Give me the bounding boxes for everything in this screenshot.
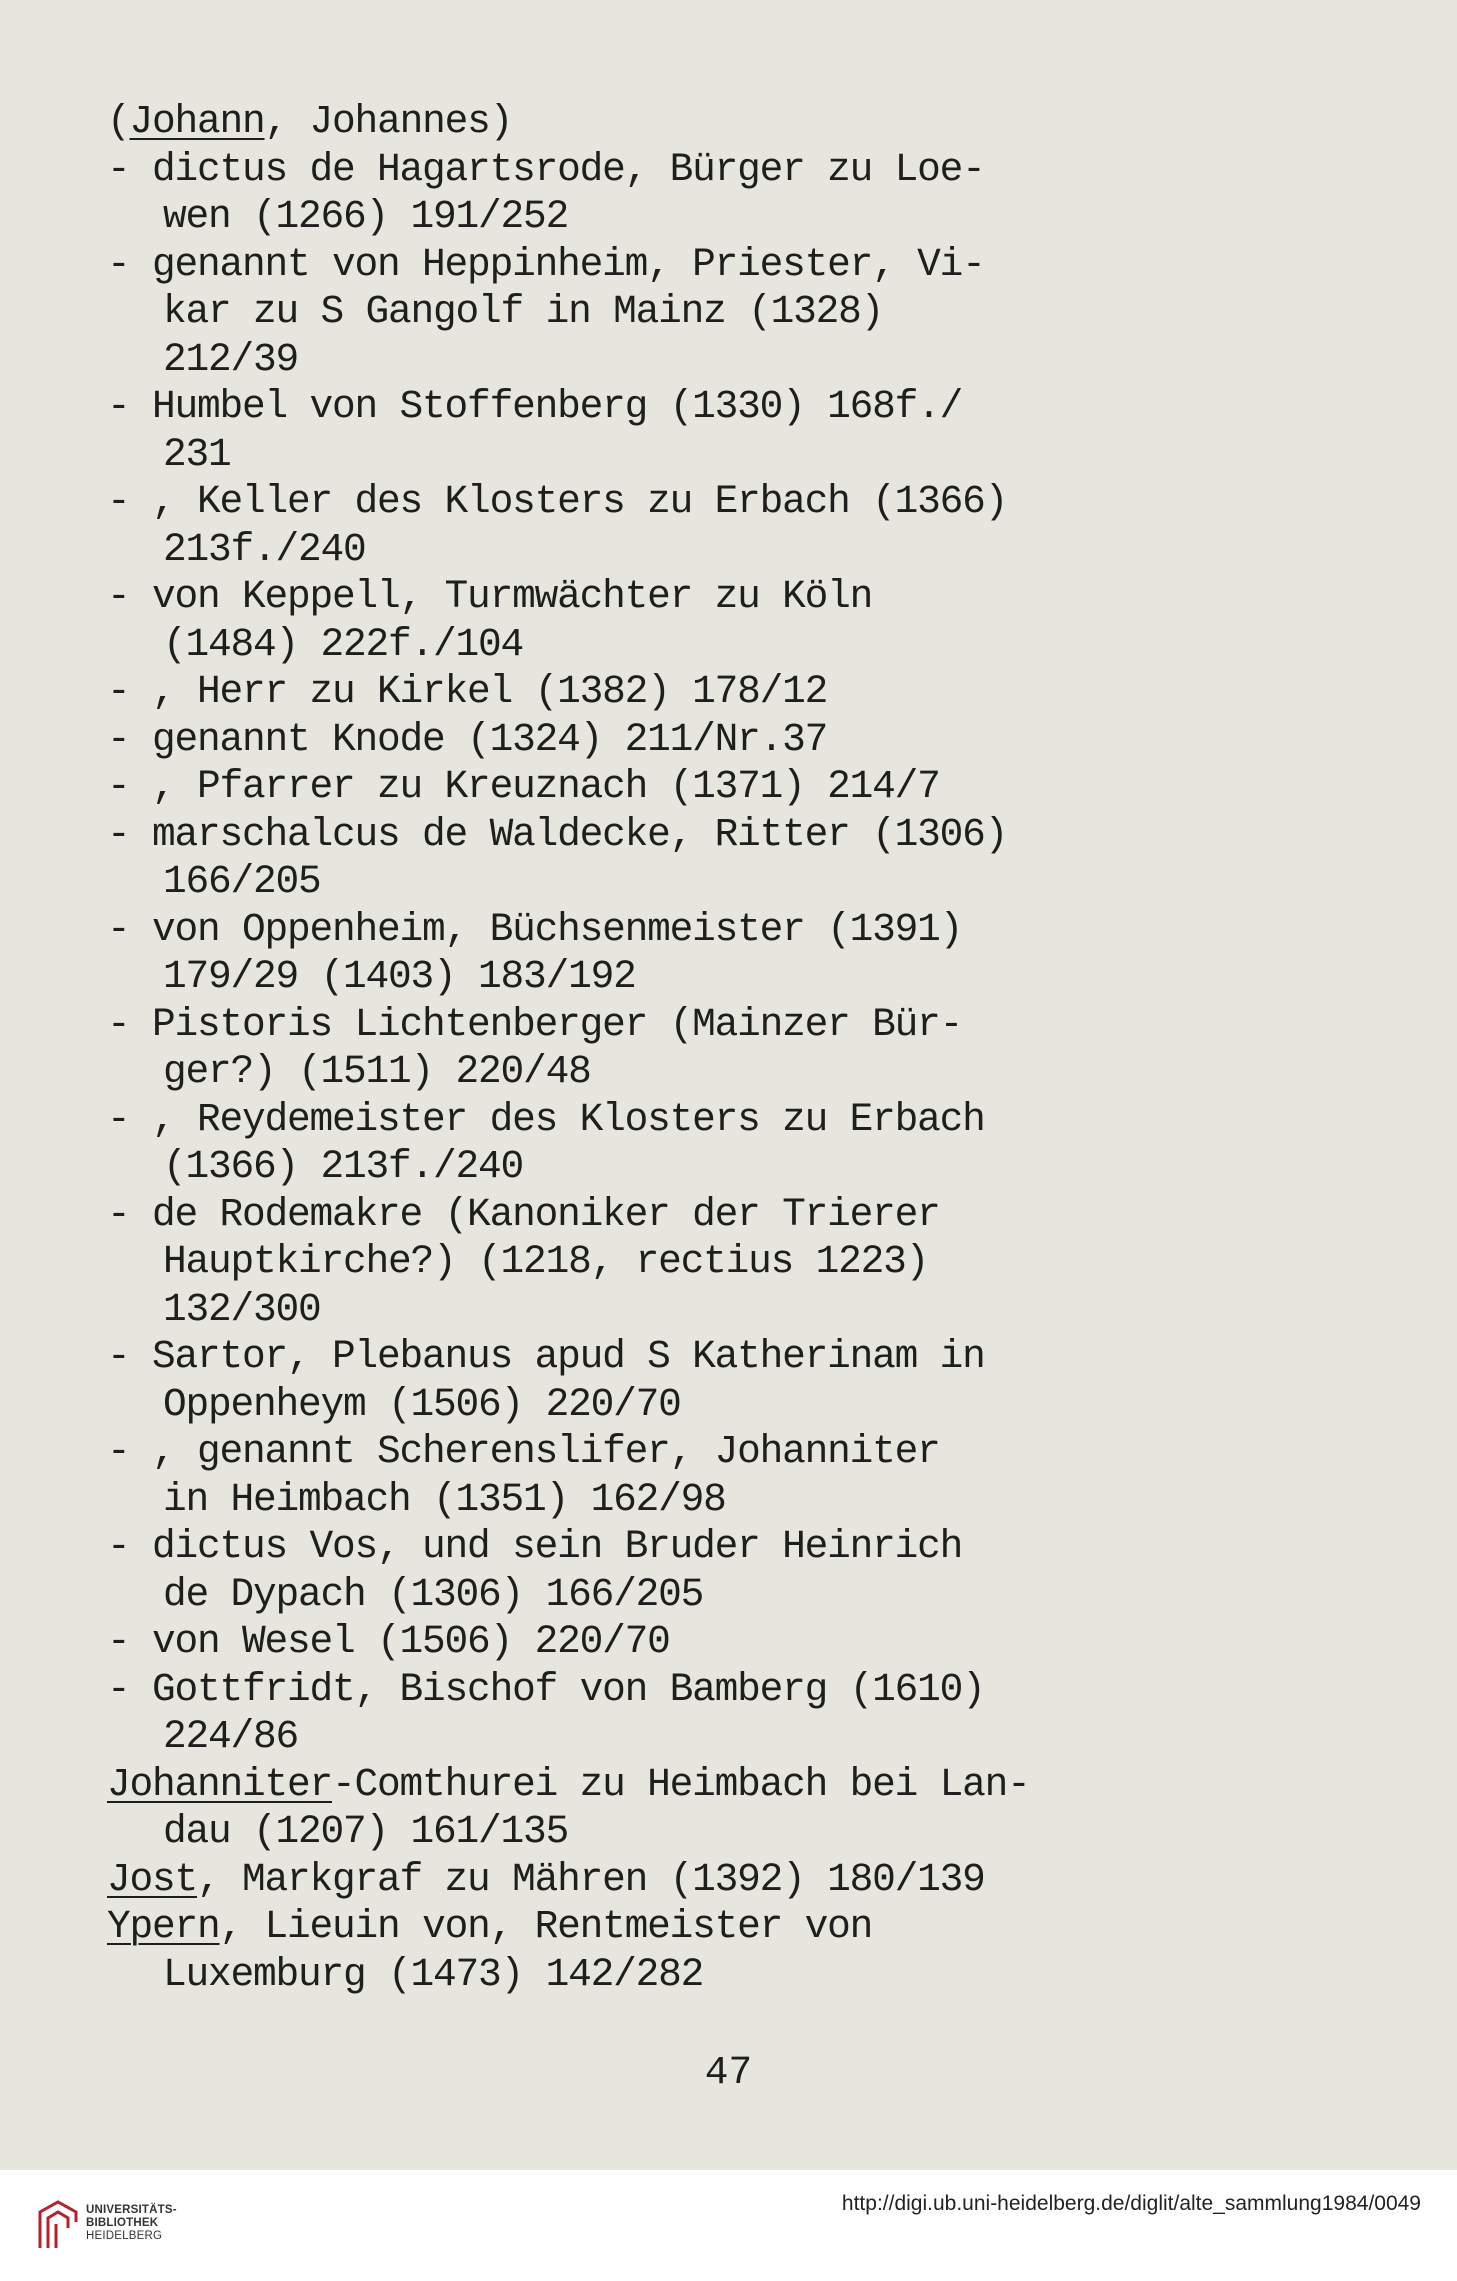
- entry-text: - genannt von Heppinheim, Priester, Vi-: [107, 241, 985, 287]
- library-logo[interactable]: [36, 2194, 226, 2264]
- logo-line-3: HEIDELBERG: [86, 2230, 163, 2242]
- entry-line: [107, 1096, 1387, 1144]
- library-logo-text: [86, 2204, 177, 2243]
- entry-text: - von Wesel (1506) 220/70: [107, 1619, 670, 1664]
- entry-continuation: Hauptkirche?) (1218, rectius 1223): [163, 1239, 929, 1284]
- entry-text: - , genannt Scherenslifer, Johanniter: [107, 1429, 940, 1474]
- permalink-url[interactable]: http://digi.ub.uni-heidelberg.de/diglit/alte_sammlung1984/0049: [841, 2192, 1421, 2215]
- entry-continuation: 212/39: [163, 336, 299, 382]
- entry-line: [107, 1903, 1387, 1951]
- entry-line: [107, 1666, 1387, 1714]
- entry-continuation: kar zu S Gangolf in Mainz (1328): [163, 289, 884, 334]
- entry-text: - , Keller des Klosters zu Erbach (1366): [107, 479, 1008, 524]
- entry-prefix: (: [107, 99, 130, 144]
- entry-continuation: Luxemburg (1473) 142/282: [163, 1951, 704, 1997]
- entry-text: , Johannes): [264, 99, 513, 144]
- entry-continuation: 132/300: [163, 1286, 321, 1332]
- entry-line: [107, 906, 1387, 954]
- entry-text: - von Keppell, Turmwächter zu Köln: [107, 574, 873, 619]
- entry-line: [107, 811, 1387, 859]
- entry-keyword: Ypern: [107, 1904, 220, 1949]
- entry-continuation: (1484) 222f./104: [163, 621, 524, 667]
- logo-line-2: BIBLIOTHEK: [86, 2217, 159, 2229]
- entry-continuation: Oppenheym (1506) 220/70: [163, 1381, 681, 1427]
- entry-text: - Humbel von Stoffenberg (1330) 168f./: [107, 384, 963, 429]
- entry-line: [107, 1761, 1387, 1809]
- entry-continuation: 213f./240: [163, 526, 366, 572]
- entry-continuation: wen (1266) 191/252: [163, 194, 569, 239]
- entry-line: [107, 763, 1387, 811]
- entry-text: - Pistoris Lichtenberger (Mainzer Bür-: [107, 1001, 963, 1047]
- entry-line: [107, 1001, 1387, 1049]
- entry-line: [107, 1428, 1387, 1476]
- entry-text: - von Oppenheim, Büchsenmeister (1391): [107, 906, 963, 952]
- entry-text: - de Rodemakre (Kanoniker der Trierer: [107, 1191, 940, 1237]
- entry-text: - , Herr zu Kirkel (1382) 178/12: [107, 669, 828, 714]
- entry-keyword: Johanniter: [107, 1761, 333, 1807]
- entry-line: [107, 1618, 1387, 1666]
- entry-line: [107, 383, 1387, 431]
- entry-text: -Comthurei zu Heimbach bei Lan-: [332, 1761, 1030, 1807]
- entry-line: [107, 478, 1387, 526]
- entry-line: [107, 241, 1387, 289]
- entry-line: [107, 716, 1387, 764]
- entry-continuation: de Dypach (1306) 166/205: [163, 1571, 704, 1617]
- entry-line: [107, 1523, 1387, 1571]
- entry-text: - , Pfarrer zu Kreuznach (1371) 214/7: [107, 764, 940, 809]
- logo-line-1: UNIVERSITÄTS-: [86, 2204, 177, 2216]
- entry-keyword: Jost: [107, 1856, 198, 1902]
- entry-continuation: 224/86: [163, 1714, 299, 1759]
- entry-continuation: 231: [163, 431, 231, 477]
- entry-line: [107, 146, 1387, 194]
- entry-continuation: 166/205: [163, 859, 321, 904]
- entry-line: [107, 1333, 1387, 1381]
- index-entries: [107, 98, 1387, 1998]
- entry-text: - , Reydemeister des Klosters zu Erbach: [107, 1096, 985, 1142]
- footer-bar: [0, 2170, 1457, 2281]
- entry-line: [107, 668, 1387, 716]
- entry-keyword: Johann: [129, 99, 265, 144]
- entry-line: [107, 1191, 1387, 1239]
- entry-line: [107, 1856, 1387, 1904]
- entry-continuation: (1366) 213f./240: [163, 1144, 524, 1189]
- entry-continuation: in Heimbach (1351) 162/98: [163, 1476, 726, 1522]
- entry-continuation: ger?) (1511) 220/48: [163, 1049, 591, 1094]
- entry-text: - dictus de Hagartsrode, Bürger zu Loe-: [107, 146, 985, 192]
- entry-text: , Lieuin von, Rentmeister von: [219, 1904, 873, 1949]
- entry-text: - Gottfridt, Bischof von Bamberg (1610): [107, 1666, 985, 1712]
- entry-continuation: dau (1207) 161/135: [163, 1809, 569, 1854]
- entry-line: [107, 573, 1387, 621]
- entry-line: [107, 98, 1387, 146]
- entry-text: - genannt Knode (1324) 211/Nr.37: [107, 716, 828, 762]
- entry-text: - dictus Vos, und sein Bruder Heinrich: [107, 1524, 963, 1569]
- entry-continuation: 179/29 (1403) 183/192: [163, 954, 636, 999]
- library-logo-icon: [36, 2198, 80, 2252]
- page-number: 47: [704, 2050, 753, 2095]
- entry-text: - Sartor, Plebanus apud S Katherinam in: [107, 1334, 985, 1379]
- entry-text: - marschalcus de Waldecke, Ritter (1306): [107, 811, 1008, 857]
- entry-text: , Markgraf zu Mähren (1392) 180/139: [197, 1856, 985, 1902]
